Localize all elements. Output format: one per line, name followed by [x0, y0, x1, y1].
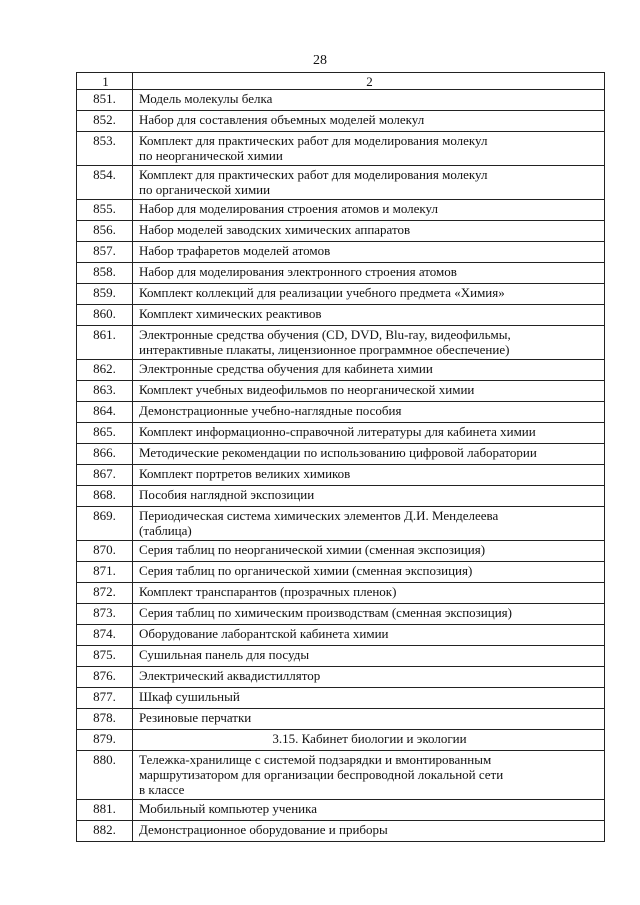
table-row: [77, 402, 605, 423]
item-description: Мобильный компьютер ученика: [133, 800, 605, 821]
row-number: 864.: [77, 402, 133, 423]
item-description: Модель молекулы белка: [133, 90, 605, 111]
item-description: Набор для моделирования электронного строения атомов: [133, 263, 605, 284]
item-description: Набор трафаретов моделей атомов: [133, 242, 605, 263]
table-row: [77, 200, 605, 221]
item-description: Резиновые перчатки: [133, 709, 605, 730]
row-number: 869.: [77, 507, 133, 541]
item-description: Электронные средства обучения (CD, DVD, Blu-ray, видеофильмы, интерактивные плакаты, лицензионное программное обеспечение): [133, 326, 605, 360]
item-description: Серия таблиц по химическим производствам (сменная экспозиция): [133, 604, 605, 625]
item-description: Демонстрационные учебно-наглядные пособия: [133, 402, 605, 423]
row-number: 852.: [77, 111, 133, 132]
table-row: [77, 667, 605, 688]
row-number: 881.: [77, 800, 133, 821]
row-number: 878.: [77, 709, 133, 730]
table-row: [77, 90, 605, 111]
row-number: 853.: [77, 132, 133, 166]
table-row: [77, 541, 605, 562]
item-description: Серия таблиц по неорганической химии (сменная экспозиция): [133, 541, 605, 562]
item-description: Набор моделей заводских химических аппаратов: [133, 221, 605, 242]
row-number: 851.: [77, 90, 133, 111]
item-description: Пособия наглядной экспозиции: [133, 486, 605, 507]
row-number: 855.: [77, 200, 133, 221]
table-row: [77, 284, 605, 305]
item-description: Комплект транспарантов (прозрачных пленок): [133, 583, 605, 604]
item-description: Комплект учебных видеофильмов по неорганической химии: [133, 381, 605, 402]
item-description: Комплект портретов великих химиков: [133, 465, 605, 486]
row-number: 877.: [77, 688, 133, 709]
item-description: Методические рекомендации по использованию цифровой лаборатории: [133, 444, 605, 465]
row-number: 854.: [77, 166, 133, 200]
row-number: 870.: [77, 541, 133, 562]
row-number: 873.: [77, 604, 133, 625]
section-heading-row: [77, 730, 605, 751]
page-number: 28: [313, 53, 327, 68]
equipment-table: [76, 72, 605, 842]
row-number: 879.: [77, 730, 133, 751]
item-description: Комплект коллекций для реализации учебного предмета «Химия»: [133, 284, 605, 305]
item-description: Комплект для практических работ для моделирования молекул по неорганической химии: [133, 132, 605, 166]
table-row: [77, 583, 605, 604]
table-row: [77, 242, 605, 263]
item-description: Шкаф сушильный: [133, 688, 605, 709]
item-description: Набор для моделирования строения атомов и молекул: [133, 200, 605, 221]
table-row: [77, 625, 605, 646]
table-row: [77, 507, 605, 541]
row-number: 862.: [77, 360, 133, 381]
table-row: [77, 132, 605, 166]
item-description: Оборудование лаборантской кабинета химии: [133, 625, 605, 646]
item-description: Комплект для практических работ для моделирования молекул по органической химии: [133, 166, 605, 200]
table-row: [77, 646, 605, 667]
item-description: Электронные средства обучения для кабинета химии: [133, 360, 605, 381]
table-row: [77, 486, 605, 507]
item-description: Комплект химических реактивов: [133, 305, 605, 326]
row-number: 868.: [77, 486, 133, 507]
table-row: [77, 221, 605, 242]
table-row: [77, 604, 605, 625]
row-number: 872.: [77, 583, 133, 604]
table-row: [77, 423, 605, 444]
row-number: 865.: [77, 423, 133, 444]
row-number: 866.: [77, 444, 133, 465]
section-heading: 3.15. Кабинет биологии и экологии: [133, 730, 605, 751]
table-row: [77, 111, 605, 132]
row-number: 861.: [77, 326, 133, 360]
table-row: [77, 263, 605, 284]
row-number: 856.: [77, 221, 133, 242]
table-row: [77, 444, 605, 465]
table-row: [77, 562, 605, 583]
row-number: 876.: [77, 667, 133, 688]
table-header-row: [77, 73, 605, 90]
table-row: [77, 305, 605, 326]
row-number: 860.: [77, 305, 133, 326]
row-number: 858.: [77, 263, 133, 284]
table-row: [77, 688, 605, 709]
table-row: [77, 381, 605, 402]
row-number: 863.: [77, 381, 133, 402]
row-number: 882.: [77, 821, 133, 842]
item-description: Сушильная панель для посуды: [133, 646, 605, 667]
item-description: Серия таблиц по органической химии (сменная экспозиция): [133, 562, 605, 583]
table-row: [77, 709, 605, 730]
row-number: 875.: [77, 646, 133, 667]
table-row: [77, 360, 605, 381]
item-description: Набор для составления объемных моделей молекул: [133, 111, 605, 132]
table-row: [77, 751, 605, 800]
item-description: Демонстрационное оборудование и приборы: [133, 821, 605, 842]
row-number: 871.: [77, 562, 133, 583]
table-row: [77, 465, 605, 486]
item-description: Тележка-хранилище с системой подзарядки и вмонтированным маршрутизатором для организации беспроводной локальной сети в классе: [133, 751, 605, 800]
table-row: [77, 800, 605, 821]
table-row: [77, 326, 605, 360]
table-row: [77, 166, 605, 200]
item-description: Периодическая система химических элементов Д.И. Менделеева (таблица): [133, 507, 605, 541]
row-number: 874.: [77, 625, 133, 646]
row-number: 880.: [77, 751, 133, 800]
column-header-item: 2: [133, 73, 605, 90]
item-description: Электрический аквадистиллятор: [133, 667, 605, 688]
table-body: [77, 90, 605, 842]
row-number: 867.: [77, 465, 133, 486]
table-row: [77, 821, 605, 842]
row-number: 859.: [77, 284, 133, 305]
column-header-number: 1: [77, 73, 133, 90]
row-number: 857.: [77, 242, 133, 263]
item-description: Комплект информационно-справочной литературы для кабинета химии: [133, 423, 605, 444]
